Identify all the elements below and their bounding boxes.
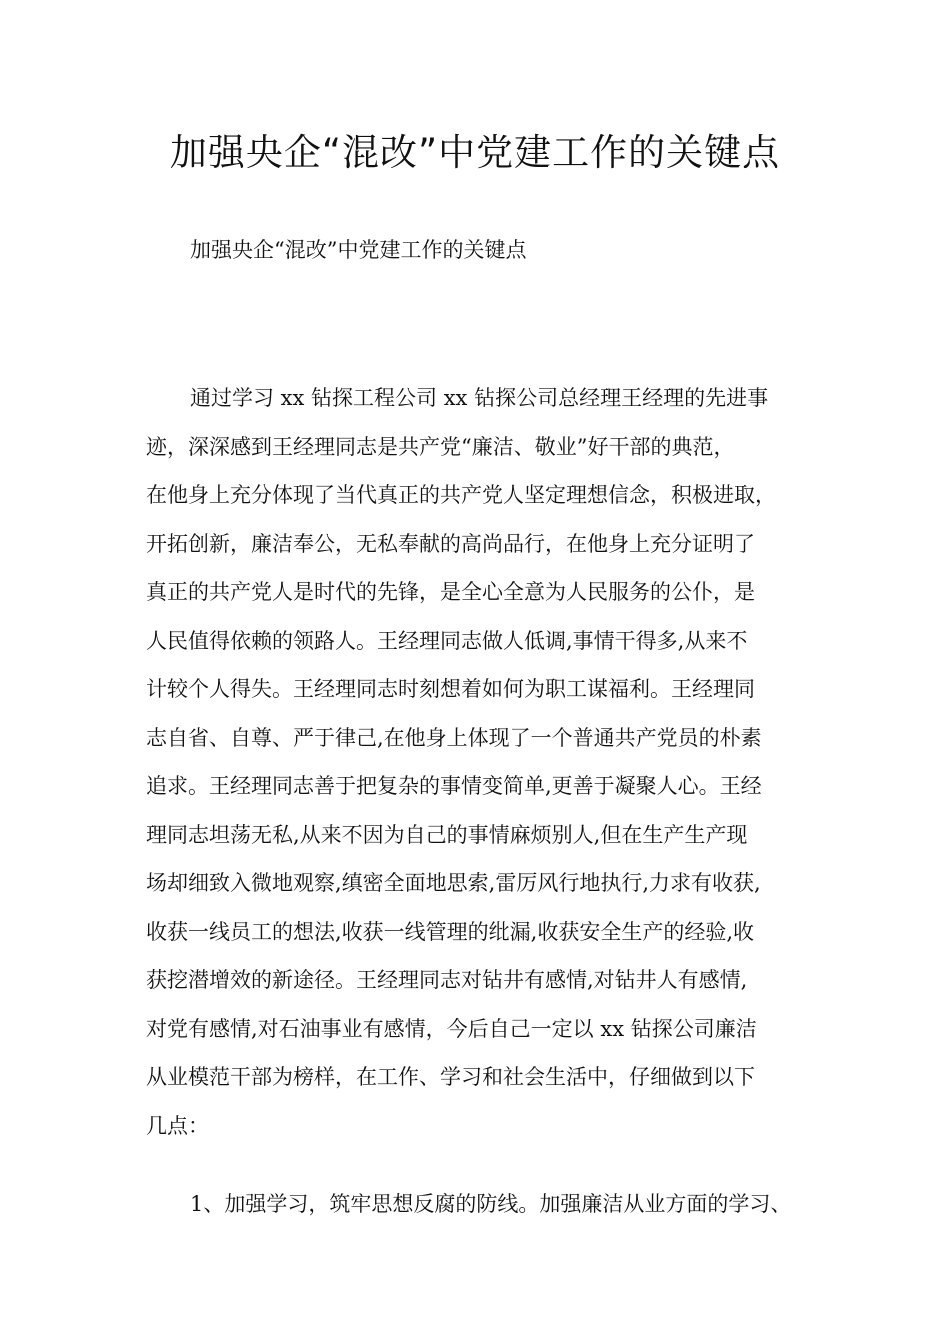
paragraph-line: 计较个人得失。王经理同志时刻想着如何为职工谋福利。王经理同 [146,677,755,701]
paragraph-1 [146,383,826,1159]
paragraph-line: 在他身上充分体现了当代真正的共产党人坚定理想信念，积极进取， [146,483,776,507]
paragraph-line: 对党有感情,对石油事业有感情，今后自己一定以 xx 钻探公司廉洁 [146,1016,757,1041]
paragraph-line: 开拓创新，廉洁奉公，无私奉献的高尚品行，在他身上充分证明了 [146,531,755,556]
paragraph-line: 从业模范干部为榜样，在工作、学习和社会生活中，仔细做到以下 [146,1065,755,1089]
paragraph-line: 1、加强学习，筑牢思想反腐的防线。加强廉洁从业方面的学习、 [190,1192,792,1216]
paragraph-line: 场却细致入微地观察,缜密全面地思索,雷厉风行地执行,力求有收获, [146,871,761,895]
document-subtitle: 加强央企“混改”中党建工作的关键点 [190,238,527,262]
paragraph-line: 理同志坦荡无私,从来不因为自己的事情麻烦别人,但在生产生产现 [146,822,748,847]
paragraph-line: 几点： [146,1113,209,1138]
paragraph-line: 迹，深深感到王经理同志是共产党“廉洁、敬业”好干部的典范， [146,434,735,459]
paragraph-line: 人民值得依赖的领路人。王经理同志做人低调,事情干得多,从来不 [146,628,748,653]
paragraph-line: 获挖潜增效的新途径。王经理同志对钻井有感情,对钻井人有感情, [146,968,748,992]
paragraph-line: 真正的共产党人是时代的先锋，是全心全意为人民服务的公仆，是 [146,580,755,604]
document-title: 加强央企“混改”中党建工作的关键点 [169,131,781,174]
paragraph-line: 收获一线员工的想法,收获一线管理的纰漏,收获安全生产的经验,收 [146,919,755,944]
paragraph-line: 志自省、自尊、严于律己,在他身上体现了一个普通共产党员的朴素 [146,725,762,750]
paragraph-2 [146,1189,826,1238]
paragraph-line: 通过学习 xx 钻探工程公司 xx 钻探公司总经理王经理的先进事 [190,386,769,410]
paragraph-line: 追求。王经理同志善于把复杂的事情变简单,更善于凝聚人心。王经 [146,774,762,798]
